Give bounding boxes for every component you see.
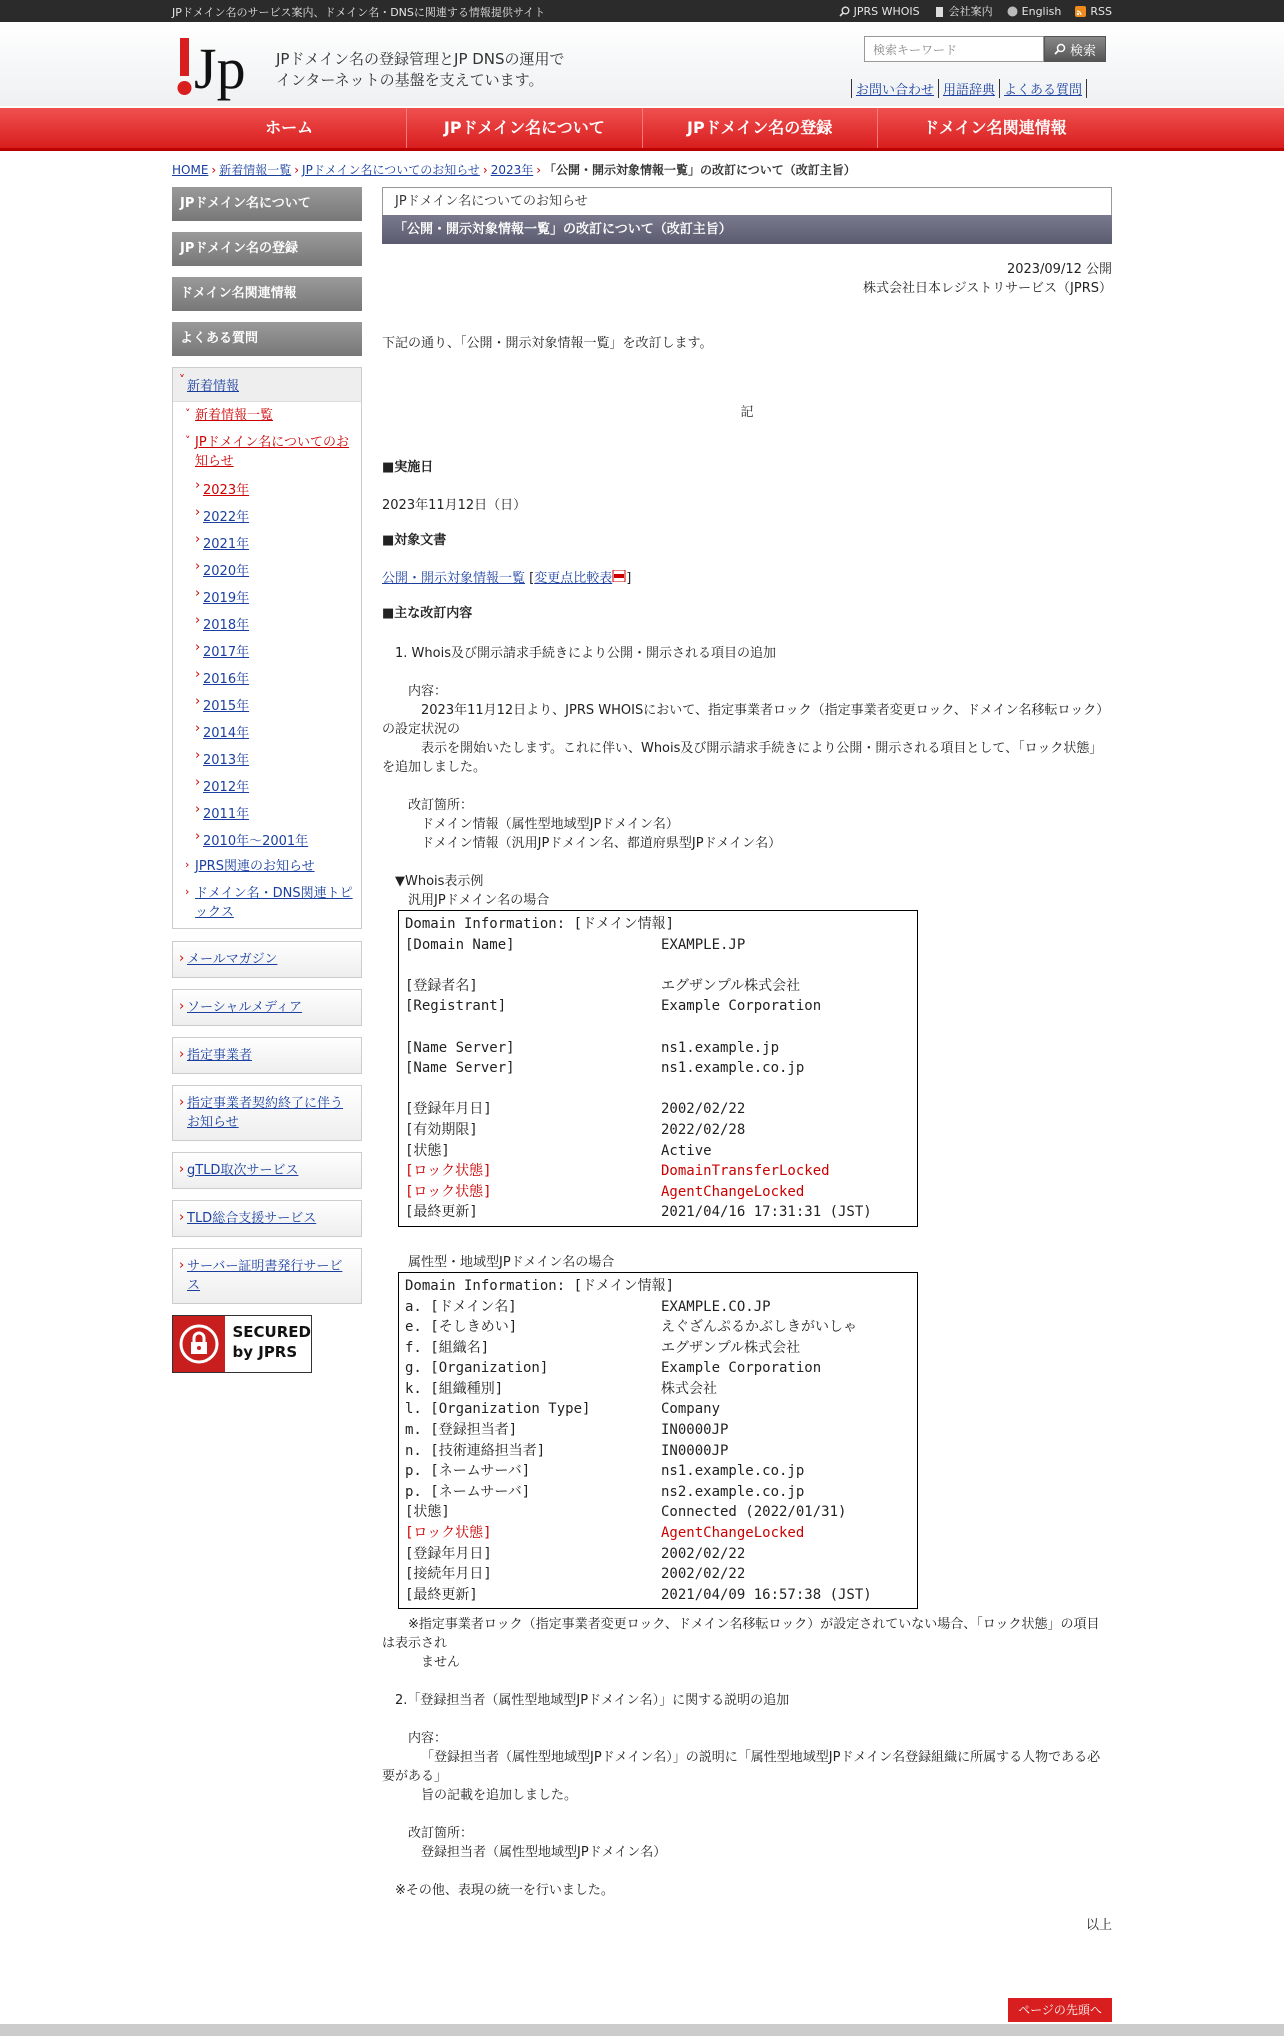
item1-p2: 表示を開始いたします。これに伴い、Whois及び開示請求手続きにより公開・開示される項目として、「ロック状態」を追加しました。 [382,741,1103,775]
header-tagline: JPドメイン名の登録管理とJP DNSの運用で インターネットの基盤を支えています。 [276,50,565,89]
side-box [172,989,362,1026]
search-form [864,36,1106,62]
subnav-year[interactable]: 2010年～2001年 [203,834,309,849]
nav-domain-info[interactable]: ドメイン名関連情報 [923,118,1067,137]
whois-key: f. [組織名] [405,1339,490,1356]
whois-value: エグザンプル株式会社 [661,1339,801,1356]
mail-magazine-link[interactable]: メールマガジン [187,952,278,967]
side-register-jp[interactable]: JPドメイン名の登録 [172,232,362,266]
back-to-top-button[interactable]: ページの先頭へ [1008,1998,1112,2022]
item2-kaitei: 改訂箇所： [408,1826,474,1842]
secured-badge[interactable]: SECURED by JPRS [172,1315,312,1373]
breadcrumb-home[interactable]: HOME [172,163,209,177]
whois-key [405,955,661,976]
chevron-right-icon: › [294,163,300,177]
diff-link[interactable]: 変更点比較表 [534,571,613,586]
whois-row [405,1502,911,1523]
whois-key: g. [Organization] [405,1360,549,1377]
whois-key [405,1017,661,1038]
whois-value: エグザンプル株式会社 [661,977,801,994]
whois-value: DomainTransferLocked [661,1163,830,1180]
cert-service-link[interactable]: サーバー証明書発行サービス [187,1259,343,1293]
tld-support-link[interactable]: TLD総合支援サービス [187,1211,317,1226]
whois-row [405,1141,911,1162]
subnav-year[interactable]: 2011年 [203,807,250,822]
building-icon [934,6,945,17]
whois-row [405,1358,911,1379]
publish-date: 2023/09/12 公開 [1006,262,1112,277]
search-icon [1054,43,1066,55]
intro-text: 下記の通り、「公開・開示対象情報一覧」を改訂します。 [382,336,713,351]
whois-value: ns2.example.co.jp [661,1483,805,1500]
whois-row [405,1564,911,1585]
whois-value: 2002/02/22 [661,1566,746,1583]
whois-row [405,1420,911,1441]
social-media-link[interactable]: ソーシャルメディア [187,1000,303,1015]
registrar-termination-link[interactable]: 指定事業者契約終了に伴うお知らせ [187,1096,344,1130]
whois-key: p. [ネームサーバ] [405,1483,531,1500]
whois-value: Example Corporation [661,1360,822,1377]
whois-key: [Name Server] [405,1060,515,1077]
whois-value: EXAMPLE.JP [661,936,746,953]
side-about-jp[interactable]: JPドメイン名について [172,187,362,221]
item2-p2: 旨の記載を追加しました。 [421,1788,578,1804]
whois-row [405,1585,911,1606]
search-input[interactable]: 検索キーワード [864,36,1044,62]
side-box [172,1037,362,1074]
ki-text: 記 [740,405,754,420]
item2-p1: 「登録担当者（属性型地域型JPドメイン名）」の説明に「属性型地域型JPドメイン名登録組織に所属する人物である必要がある」 [382,1750,1101,1785]
site-tagline: JPドメイン名のサービス案内、ドメイン名・DNSに関連する情報提供サイト [172,6,546,19]
item1-naiyou: 内容： [408,684,448,699]
subnav-year[interactable]: 2019年 [203,591,250,606]
item2-loc: 登録担当者（属性型地域型JPドメイン名） [421,1845,667,1861]
breadcrumb-jp-news[interactable]: JPドメイン名についてのお知らせ [302,163,480,177]
item2-naiyou: 内容： [408,1731,448,1747]
subnav-jp-news[interactable]: JPドメイン名についてのお知らせ [195,435,350,469]
side-domain-info[interactable]: ドメイン名関連情報 [172,277,362,311]
whois-value: 2002/02/22 [661,1545,746,1562]
whois-key: l. [Organization Type] [405,1401,591,1418]
footer-bar [0,2024,1284,2036]
whois-key: [Name Server] [405,1039,515,1056]
whois-key: a. [ドメイン名] [405,1298,517,1315]
side-box [172,1248,362,1304]
whois-key: [最終更新] [405,1204,478,1221]
whois-value: IN0000JP [661,1422,729,1439]
target-docs: 公開・開示対象情報一覧 [変更点比較表 ] [382,571,632,586]
item1-loc1: ドメイン情報（属性型地域型JPドメイン名） [421,817,679,832]
side-box [172,1152,362,1189]
jprs-whois-link[interactable]: JPRS WHOIS [839,3,920,19]
whois-key: n. [技術連絡担当者] [405,1442,546,1459]
item1-loc2: ドメイン情報（汎用JPドメイン名、都道府県型JPドメイン名） [421,836,782,851]
whois-row [405,1482,911,1503]
whois-row [405,1120,911,1141]
whois-row [405,1182,911,1203]
company-link[interactable]: 会社案内 [934,3,993,19]
whois-row [405,1379,911,1400]
whois-row [405,1017,911,1038]
publisher: 株式会社日本レジストリサービス（JPRS） [863,281,1112,296]
whois-key: p. [ネームサーバ] [405,1463,531,1480]
whois-value: Connected (2022/01/31) [661,1504,847,1521]
svg-text:Jp: Jp [194,36,246,101]
whois-value: ns1.example.co.jp [661,1463,805,1480]
implementation-date: 2023年11月12日（日） [382,498,527,513]
search-icon [839,6,850,17]
whois-row [405,955,911,976]
whois-key: [ロック状態] [405,1163,492,1180]
side-box [172,1200,362,1237]
example1-label: 汎用JPドメイン名の場合 [408,893,550,908]
contact-link[interactable]: お問い合わせ [851,79,938,98]
whois-row [405,1544,911,1565]
note-line2: ません [421,1655,461,1671]
whois-value: IN0000JP [661,1442,729,1459]
chevron-right-icon: › [536,163,542,177]
subnav-year[interactable]: 2017年 [203,645,250,660]
subnav-year[interactable]: 2014年 [203,726,250,741]
subnav-year[interactable]: 2023年 [203,483,250,498]
whois-row [405,1161,911,1182]
note-line1: ※指定事業者ロック（指定事業者変更ロック、ドメイン名移転ロック）が設定されていない場合、「ロック状態」の項目は表示され [382,1617,1100,1652]
registrar-link[interactable]: 指定事業者 [187,1048,253,1063]
faq-link[interactable]: よくある質問 [999,79,1087,98]
nav-register-jp[interactable]: JPドメイン名の登録 [643,108,878,148]
item1-title: 1. Whois及び開示請求手続きにより公開・開示される項目の追加 [395,646,776,661]
whois-key: [ロック状態] [405,1183,492,1200]
whois-value: Company [661,1401,721,1418]
whois-row [405,1297,911,1318]
whois-row [405,1202,911,1223]
whois-key: [接続年月日] [405,1566,492,1583]
whois-value: えぐざんぷるかぶしきがいしゃ [661,1319,857,1336]
site-header [0,22,1284,106]
whois-key: [登録年月日] [405,1545,492,1562]
whois-key: [Registrant] [405,998,507,1015]
jp-logo[interactable] [174,32,254,102]
whois-value: ns1.example.co.jp [661,1060,805,1077]
item1-p1: 2023年11月12日より、JPRS WHOISにおいて、指定事業者ロック（指定事業者変更ロック、ドメイン名移転ロック）の設定状況の [382,703,1110,737]
breadcrumb-news[interactable]: 新着情報一覧 [219,163,292,177]
whois-key: [ロック状態] [405,1525,492,1542]
whois-row [405,1276,911,1297]
page-title: 「公開・開示対象情報一覧」の改訂について（改訂主旨） [382,215,1112,244]
section-date-heading: ■実施日 [382,460,434,475]
search-button[interactable]: 検索 [1044,36,1106,62]
whois-value: 2021/04/09 16:57:38 (JST) [661,1586,872,1603]
whois-row [405,1461,911,1482]
breadcrumb-year[interactable]: 2023年 [490,163,534,177]
top-bar [0,0,1284,22]
whois-key [405,1079,661,1100]
whois-row [405,976,911,997]
whois-key: m. [登録担当者] [405,1422,518,1439]
main-content [382,187,1112,1935]
whois-row [405,1058,911,1079]
breadcrumb-current: 「公開・開示対象情報一覧」の改訂について（改訂主旨） [544,163,856,177]
chevron-right-icon: › [211,163,217,177]
whois-row [405,1099,911,1120]
subnav-year[interactable]: 2020年 [203,564,250,579]
subnav-year[interactable]: 2013年 [203,753,250,768]
whois-value: 2002/02/22 [661,1101,746,1118]
ijou-text: 以上 [1085,1918,1112,1934]
subnav-news[interactable]: 新着情報 [187,379,240,394]
whois-example-generic [398,910,918,1227]
doc-link[interactable]: 公開・開示対象情報一覧 [382,571,526,586]
sidebar [172,187,362,1373]
whois-row [405,1523,911,1544]
whois-key: e. [そしきめい] [405,1319,518,1336]
gtld-link[interactable]: gTLD取次サービス [187,1163,299,1178]
global-nav [0,108,1284,151]
whois-key: [有効期限] [405,1121,478,1138]
whois-value: 株式会社 [661,1380,717,1397]
side-box [172,941,362,978]
page-category: JPドメイン名についてのお知らせ [382,187,1112,215]
whois-value: 2021/04/16 17:31:31 (JST) [661,1204,872,1221]
glossary-link[interactable]: 用語辞典 [938,79,999,98]
whois-row [405,914,911,935]
example2-label: 属性型・地域型JPドメイン名の場合 [408,1254,615,1270]
side-box [172,1085,362,1141]
whois-example-heading: ▼Whois表示例 [395,874,484,889]
subnav-year[interactable]: 2016年 [203,672,250,687]
other-note: ※その他、表現の統一を行いました。 [395,1883,614,1899]
whois-value: AgentChangeLocked [661,1183,805,1200]
whois-row [405,935,911,956]
whois-row [405,1079,911,1100]
whois-key: [登録年月日] [405,1101,492,1118]
whois-row [405,1399,911,1420]
whois-row [405,1338,911,1359]
rss-icon [1075,6,1086,17]
lock-icon [173,1316,225,1372]
whois-key: [状態] [405,1504,450,1521]
news-subnav [172,367,362,929]
globe-icon [1007,6,1018,17]
breadcrumb [172,161,856,178]
whois-key: Domain Information: [ドメイン情報] [405,916,675,932]
whois-key: [登録者名] [405,977,478,994]
top-links [839,3,1112,19]
whois-value: 2022/02/28 [661,1121,746,1138]
nav-about-jp[interactable]: JPドメイン名について [407,108,642,148]
whois-key: [最終更新] [405,1586,478,1603]
whois-value: ns1.example.jp [661,1039,780,1056]
section-changes-heading: ■主な改訂内容 [382,606,473,621]
whois-value: Example Corporation [661,998,822,1015]
whois-value: AgentChangeLocked [661,1525,805,1542]
whois-row [405,1317,911,1338]
rss-link[interactable]: RSS [1075,3,1112,19]
subnav-news-list[interactable]: 新着情報一覧 [195,408,274,423]
subnav-dns-topics[interactable]: ドメイン名・DNS関連トピックス [195,886,353,920]
whois-row [405,996,911,1017]
subnav-jprs-news[interactable]: JPRS関連のお知らせ [195,859,315,874]
item1-kaitei: 改訂箇所： [408,798,474,813]
subnav-year[interactable]: 2022年 [203,510,250,525]
item2-title: 2.「登録担当者（属性型地域型JPドメイン名）」に関する説明の追加 [395,1693,790,1709]
pdf-icon [612,570,626,582]
subnav-year[interactable]: 2021年 [203,537,250,552]
utility-links [851,79,1087,98]
whois-value: Active [661,1142,712,1159]
whois-key: [Domain Name] [405,936,515,953]
subnav-year[interactable]: 2018年 [203,618,250,633]
whois-key: Domain Information: [ドメイン情報] [405,1277,675,1294]
whois-value: EXAMPLE.CO.JP [661,1298,771,1315]
whois-example-attribute [398,1272,918,1610]
side-faq[interactable]: よくある質問 [172,322,362,356]
chevron-right-icon: › [482,163,488,177]
section-doc-heading: ■対象文書 [382,533,447,548]
whois-key: [状態] [405,1142,450,1159]
subnav-year[interactable]: 2012年 [203,780,250,795]
whois-key: k. [組織種別] [405,1380,504,1397]
whois-row [405,1038,911,1059]
subnav-year[interactable]: 2015年 [203,699,250,714]
nav-home[interactable]: ホーム [172,108,407,148]
english-link[interactable]: English [1007,3,1062,19]
whois-row [405,1441,911,1462]
